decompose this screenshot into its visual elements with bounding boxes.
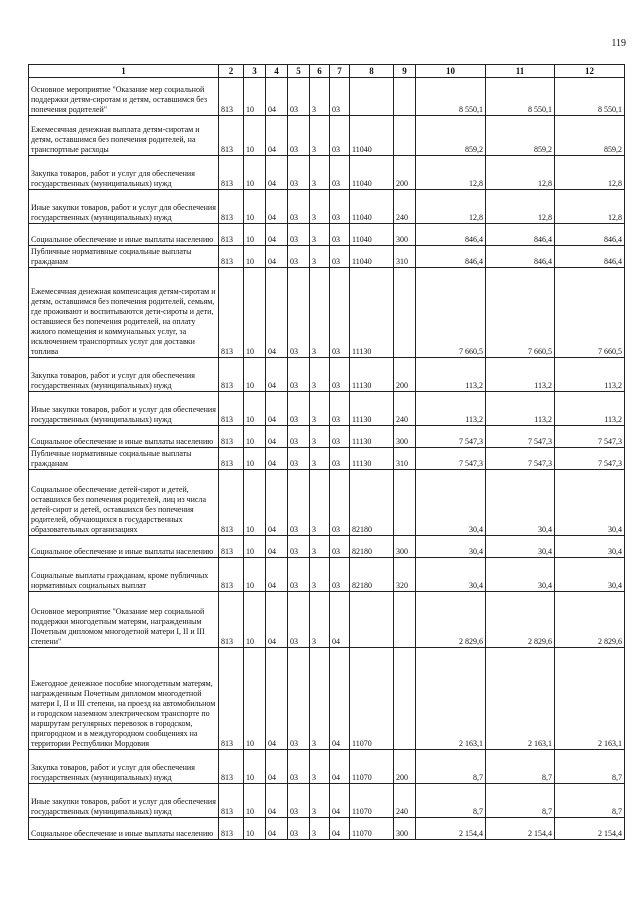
amount-cell: 2 154,4 <box>486 818 555 840</box>
column-header: 10 <box>416 65 486 78</box>
expense-name-cell: Иные закупки товаров, работ и услуг для обеспечения государственных (муниципальных) нужд <box>29 784 219 818</box>
expense-name-cell: Публичные нормативные социальные выплаты гражданам <box>29 448 219 470</box>
amount-cell: 12,8 <box>555 190 625 224</box>
amount-cell: 8 550,1 <box>416 78 486 116</box>
code-cell: 03 <box>288 392 310 426</box>
column-header: 11 <box>486 65 555 78</box>
code-cell: 04 <box>266 592 288 648</box>
amount-cell: 8 550,1 <box>555 78 625 116</box>
column-header: 5 <box>288 65 310 78</box>
table-row <box>29 246 625 268</box>
code-cell <box>394 116 416 156</box>
code-cell: 03 <box>288 268 310 358</box>
expense-name-cell: Социальные выплаты гражданам, кроме публичных нормативных социальных выплат <box>29 558 219 592</box>
code-cell: 03 <box>288 224 310 246</box>
code-cell: 04 <box>266 784 288 818</box>
table-row <box>29 536 625 558</box>
amount-cell: 30,4 <box>555 558 625 592</box>
code-cell: 11040 <box>350 224 394 246</box>
code-cell: 03 <box>330 358 350 392</box>
expense-name-cell: Социальное обеспечение и иные выплаты населению <box>29 224 219 246</box>
code-cell: 03 <box>330 116 350 156</box>
amount-cell: 7 547,3 <box>555 448 625 470</box>
code-cell: 03 <box>288 246 310 268</box>
code-cell: 11040 <box>350 246 394 268</box>
code-cell: 82180 <box>350 558 394 592</box>
code-cell: 03 <box>288 78 310 116</box>
amount-cell: 2 829,6 <box>555 592 625 648</box>
expense-name-cell: Ежемесячная денежная компенсация детям-сиротам и детям, оставшимся без попечения родителей, семьям, где проживают и воспитываются дети-сироты и дети, оставшиеся без попечения родителей, на оплату жилого помещения и коммунальных услуг, за исключением транспортных услуг для доставки топлива <box>29 268 219 358</box>
code-cell <box>394 648 416 750</box>
code-cell: 813 <box>219 558 244 592</box>
code-cell: 310 <box>394 448 416 470</box>
code-cell: 03 <box>288 558 310 592</box>
code-cell: 04 <box>266 648 288 750</box>
amount-cell: 846,4 <box>486 246 555 268</box>
column-header: 12 <box>555 65 625 78</box>
code-cell: 10 <box>244 246 266 268</box>
code-cell: 03 <box>288 156 310 190</box>
code-cell: 03 <box>330 536 350 558</box>
code-cell: 240 <box>394 392 416 426</box>
amount-cell: 859,2 <box>486 116 555 156</box>
code-cell: 03 <box>330 470 350 536</box>
code-cell: 10 <box>244 156 266 190</box>
code-cell: 03 <box>330 392 350 426</box>
amount-cell: 859,2 <box>555 116 625 156</box>
code-cell: 04 <box>266 224 288 246</box>
table-row <box>29 648 625 750</box>
code-cell: 11070 <box>350 818 394 840</box>
amount-cell: 12,8 <box>416 190 486 224</box>
code-cell: 813 <box>219 268 244 358</box>
code-cell: 04 <box>266 818 288 840</box>
amount-cell: 846,4 <box>555 224 625 246</box>
code-cell: 813 <box>219 784 244 818</box>
expense-name-cell: Иные закупки товаров, работ и услуг для обеспечения государственных (муниципальных) нужд <box>29 190 219 224</box>
amount-cell: 12,8 <box>486 156 555 190</box>
amount-cell: 2 829,6 <box>416 592 486 648</box>
table-row <box>29 750 625 784</box>
code-cell: 200 <box>394 358 416 392</box>
table-row <box>29 224 625 246</box>
code-cell: 11130 <box>350 426 394 448</box>
budget-table <box>28 64 625 840</box>
amount-cell: 7 547,3 <box>416 426 486 448</box>
amount-cell: 113,2 <box>555 358 625 392</box>
code-cell: 10 <box>244 224 266 246</box>
table-row <box>29 426 625 448</box>
amount-cell: 7 547,3 <box>486 448 555 470</box>
code-cell: 10 <box>244 358 266 392</box>
code-cell: 04 <box>266 156 288 190</box>
code-cell: 10 <box>244 470 266 536</box>
code-cell <box>350 78 394 116</box>
code-cell: 04 <box>266 750 288 784</box>
code-cell: 03 <box>330 426 350 448</box>
expense-name-cell: Ежемесячная денежная выплата детям-сиротам и детям, оставшимся без попечения родителей, на транспортные расходы <box>29 116 219 156</box>
code-cell: 10 <box>244 426 266 448</box>
expense-name-cell: Закупка товаров, работ и услуг для обеспечения государственных (муниципальных) нужд <box>29 358 219 392</box>
code-cell: 10 <box>244 750 266 784</box>
code-cell: 82180 <box>350 470 394 536</box>
code-cell: 03 <box>330 190 350 224</box>
expense-name-cell: Основное мероприятие "Оказание мер социальной поддержки многодетным матерям, награжденным Почетным дипломом многодетной матери I, II и III степени" <box>29 592 219 648</box>
code-cell: 3 <box>310 470 330 536</box>
code-cell: 11130 <box>350 268 394 358</box>
amount-cell: 846,4 <box>486 224 555 246</box>
amount-cell: 7 660,5 <box>555 268 625 358</box>
expense-name-cell: Основное мероприятие "Оказание мер социальной поддержки детям-сиротам и детям, оставшимся без попечения родителей" <box>29 78 219 116</box>
code-cell: 04 <box>266 190 288 224</box>
expense-name-cell: Иные закупки товаров, работ и услуг для обеспечения государственных (муниципальных) нужд <box>29 392 219 426</box>
code-cell: 04 <box>266 358 288 392</box>
table-row <box>29 78 625 116</box>
table-row <box>29 190 625 224</box>
code-cell: 813 <box>219 392 244 426</box>
code-cell: 04 <box>266 116 288 156</box>
amount-cell: 8,7 <box>486 750 555 784</box>
code-cell: 813 <box>219 156 244 190</box>
code-cell: 03 <box>288 426 310 448</box>
code-cell: 11040 <box>350 116 394 156</box>
amount-cell: 7 660,5 <box>416 268 486 358</box>
code-cell: 310 <box>394 246 416 268</box>
code-cell: 300 <box>394 224 416 246</box>
code-cell: 03 <box>288 648 310 750</box>
table-row <box>29 116 625 156</box>
code-cell: 03 <box>288 536 310 558</box>
code-cell: 3 <box>310 818 330 840</box>
amount-cell: 12,8 <box>416 156 486 190</box>
code-cell: 10 <box>244 448 266 470</box>
column-header: 1 <box>29 65 219 78</box>
code-cell <box>394 78 416 116</box>
page-number: 119 <box>611 38 626 49</box>
code-cell: 04 <box>266 426 288 448</box>
code-cell: 3 <box>310 426 330 448</box>
code-cell: 10 <box>244 536 266 558</box>
code-cell: 3 <box>310 224 330 246</box>
expense-name-cell: Закупка товаров, работ и услуг для обеспечения государственных (муниципальных) нужд <box>29 156 219 190</box>
amount-cell: 113,2 <box>416 358 486 392</box>
amount-cell: 30,4 <box>486 536 555 558</box>
code-cell: 04 <box>266 78 288 116</box>
code-cell: 04 <box>266 392 288 426</box>
amount-cell: 2 829,6 <box>486 592 555 648</box>
table-row <box>29 470 625 536</box>
column-header: 8 <box>350 65 394 78</box>
amount-cell: 2 163,1 <box>416 648 486 750</box>
code-cell: 03 <box>288 818 310 840</box>
code-cell: 813 <box>219 818 244 840</box>
amount-cell: 30,4 <box>416 470 486 536</box>
amount-cell: 113,2 <box>486 392 555 426</box>
table-row <box>29 358 625 392</box>
code-cell: 3 <box>310 268 330 358</box>
expense-name-cell: Публичные нормативные социальные выплаты гражданам <box>29 246 219 268</box>
code-cell: 240 <box>394 190 416 224</box>
expense-name-cell: Социальное обеспечение и иные выплаты населению <box>29 426 219 448</box>
amount-cell: 113,2 <box>555 392 625 426</box>
code-cell: 3 <box>310 750 330 784</box>
code-cell: 04 <box>266 246 288 268</box>
amount-cell: 8,7 <box>416 750 486 784</box>
table-row <box>29 558 625 592</box>
code-cell: 3 <box>310 392 330 426</box>
column-header: 3 <box>244 65 266 78</box>
code-cell: 813 <box>219 78 244 116</box>
code-cell: 03 <box>330 224 350 246</box>
code-cell: 11070 <box>350 750 394 784</box>
amount-cell: 859,2 <box>416 116 486 156</box>
code-cell: 10 <box>244 392 266 426</box>
table-row <box>29 156 625 190</box>
code-cell: 03 <box>330 78 350 116</box>
code-cell: 10 <box>244 190 266 224</box>
code-cell: 10 <box>244 592 266 648</box>
code-cell: 813 <box>219 358 244 392</box>
code-cell: 04 <box>330 784 350 818</box>
amount-cell: 8,7 <box>486 784 555 818</box>
code-cell: 200 <box>394 750 416 784</box>
code-cell: 03 <box>288 448 310 470</box>
amount-cell: 2 154,4 <box>416 818 486 840</box>
expense-name-cell: Ежегодное денежное пособие многодетным матерям, награжденным Почетным дипломом многодетной матери I, II и III степени, на проезд на автомобильном и городском наземном электрическом транспорте по маршрутам регулярных перевозок в городском, пригородном и в междугородном сообщениях на территории Республики Мордовия <box>29 648 219 750</box>
expense-name-cell: Социальное обеспечение детей-сирот и детей, оставшихся без попечения родителей, лиц из числа детей-сирот и детей, оставшихся без попечения родителей, обучающихся в государственных образовательных организациях <box>29 470 219 536</box>
code-cell: 11130 <box>350 392 394 426</box>
code-cell <box>394 268 416 358</box>
amount-cell: 30,4 <box>555 470 625 536</box>
code-cell: 3 <box>310 784 330 818</box>
amount-cell: 12,8 <box>555 156 625 190</box>
code-cell: 04 <box>266 470 288 536</box>
column-header: 2 <box>219 65 244 78</box>
amount-cell: 30,4 <box>416 558 486 592</box>
expense-name-cell: Закупка товаров, работ и услуг для обеспечения государственных (муниципальных) нужд <box>29 750 219 784</box>
code-cell: 813 <box>219 592 244 648</box>
code-cell: 11040 <box>350 156 394 190</box>
code-cell: 3 <box>310 116 330 156</box>
amount-cell: 8,7 <box>555 784 625 818</box>
table-body <box>29 78 625 840</box>
amount-cell: 8 550,1 <box>486 78 555 116</box>
table-row <box>29 818 625 840</box>
code-cell: 3 <box>310 558 330 592</box>
code-cell: 3 <box>310 536 330 558</box>
amount-cell: 8,7 <box>555 750 625 784</box>
amount-cell: 2 163,1 <box>486 648 555 750</box>
code-cell: 10 <box>244 78 266 116</box>
code-cell <box>394 470 416 536</box>
code-cell: 813 <box>219 448 244 470</box>
code-cell: 3 <box>310 190 330 224</box>
code-cell: 03 <box>330 156 350 190</box>
code-cell: 813 <box>219 246 244 268</box>
column-header: 4 <box>266 65 288 78</box>
code-cell: 300 <box>394 818 416 840</box>
amount-cell: 113,2 <box>486 358 555 392</box>
code-cell: 03 <box>288 116 310 156</box>
code-cell: 03 <box>288 592 310 648</box>
code-cell: 03 <box>330 246 350 268</box>
amount-cell: 2 154,4 <box>555 818 625 840</box>
code-cell: 240 <box>394 784 416 818</box>
code-cell: 11040 <box>350 190 394 224</box>
code-cell: 813 <box>219 536 244 558</box>
amount-cell: 30,4 <box>416 536 486 558</box>
amount-cell: 30,4 <box>486 470 555 536</box>
code-cell: 03 <box>330 268 350 358</box>
code-cell: 813 <box>219 750 244 784</box>
amount-cell: 30,4 <box>486 558 555 592</box>
code-cell: 04 <box>266 448 288 470</box>
amount-cell: 7 547,3 <box>416 448 486 470</box>
code-cell: 3 <box>310 592 330 648</box>
code-cell: 300 <box>394 536 416 558</box>
code-cell: 813 <box>219 426 244 448</box>
expense-name-cell: Социальное обеспечение и иные выплаты населению <box>29 818 219 840</box>
amount-cell: 7 547,3 <box>486 426 555 448</box>
amount-cell: 846,4 <box>416 224 486 246</box>
code-cell: 3 <box>310 246 330 268</box>
code-cell: 11070 <box>350 648 394 750</box>
expense-name-cell: Социальное обеспечение и иные выплаты населению <box>29 536 219 558</box>
amount-cell: 846,4 <box>555 246 625 268</box>
table-row <box>29 592 625 648</box>
table-row <box>29 392 625 426</box>
code-cell: 3 <box>310 156 330 190</box>
code-cell: 04 <box>330 818 350 840</box>
code-cell: 3 <box>310 358 330 392</box>
code-cell: 03 <box>288 358 310 392</box>
amount-cell: 846,4 <box>416 246 486 268</box>
code-cell: 10 <box>244 116 266 156</box>
column-header: 9 <box>394 65 416 78</box>
code-cell: 04 <box>266 536 288 558</box>
amount-cell: 7 547,3 <box>555 426 625 448</box>
column-header: 7 <box>330 65 350 78</box>
code-cell: 04 <box>266 268 288 358</box>
code-cell: 3 <box>310 448 330 470</box>
table-row <box>29 784 625 818</box>
code-cell: 320 <box>394 558 416 592</box>
code-cell: 10 <box>244 648 266 750</box>
code-cell: 04 <box>266 558 288 592</box>
table-header-row <box>29 65 625 78</box>
code-cell: 03 <box>288 470 310 536</box>
code-cell: 04 <box>330 648 350 750</box>
code-cell: 03 <box>330 558 350 592</box>
code-cell: 10 <box>244 268 266 358</box>
code-cell: 11070 <box>350 784 394 818</box>
code-cell: 200 <box>394 156 416 190</box>
amount-cell: 8,7 <box>416 784 486 818</box>
amount-cell: 12,8 <box>486 190 555 224</box>
code-cell: 813 <box>219 224 244 246</box>
code-cell: 813 <box>219 648 244 750</box>
code-cell: 11130 <box>350 448 394 470</box>
code-cell: 10 <box>244 558 266 592</box>
column-header: 6 <box>310 65 330 78</box>
code-cell: 03 <box>288 750 310 784</box>
code-cell <box>394 592 416 648</box>
code-cell: 82180 <box>350 536 394 558</box>
code-cell <box>350 592 394 648</box>
code-cell: 10 <box>244 818 266 840</box>
table-row <box>29 448 625 470</box>
code-cell: 3 <box>310 648 330 750</box>
amount-cell: 7 660,5 <box>486 268 555 358</box>
code-cell: 3 <box>310 78 330 116</box>
code-cell: 03 <box>288 784 310 818</box>
code-cell: 300 <box>394 426 416 448</box>
amount-cell: 113,2 <box>416 392 486 426</box>
table-row <box>29 268 625 358</box>
code-cell: 04 <box>330 750 350 784</box>
code-cell: 813 <box>219 470 244 536</box>
code-cell: 03 <box>330 448 350 470</box>
code-cell: 813 <box>219 190 244 224</box>
code-cell: 03 <box>288 190 310 224</box>
amount-cell: 2 163,1 <box>555 648 625 750</box>
code-cell: 813 <box>219 116 244 156</box>
code-cell: 10 <box>244 784 266 818</box>
amount-cell: 30,4 <box>555 536 625 558</box>
code-cell: 11130 <box>350 358 394 392</box>
code-cell: 04 <box>330 592 350 648</box>
